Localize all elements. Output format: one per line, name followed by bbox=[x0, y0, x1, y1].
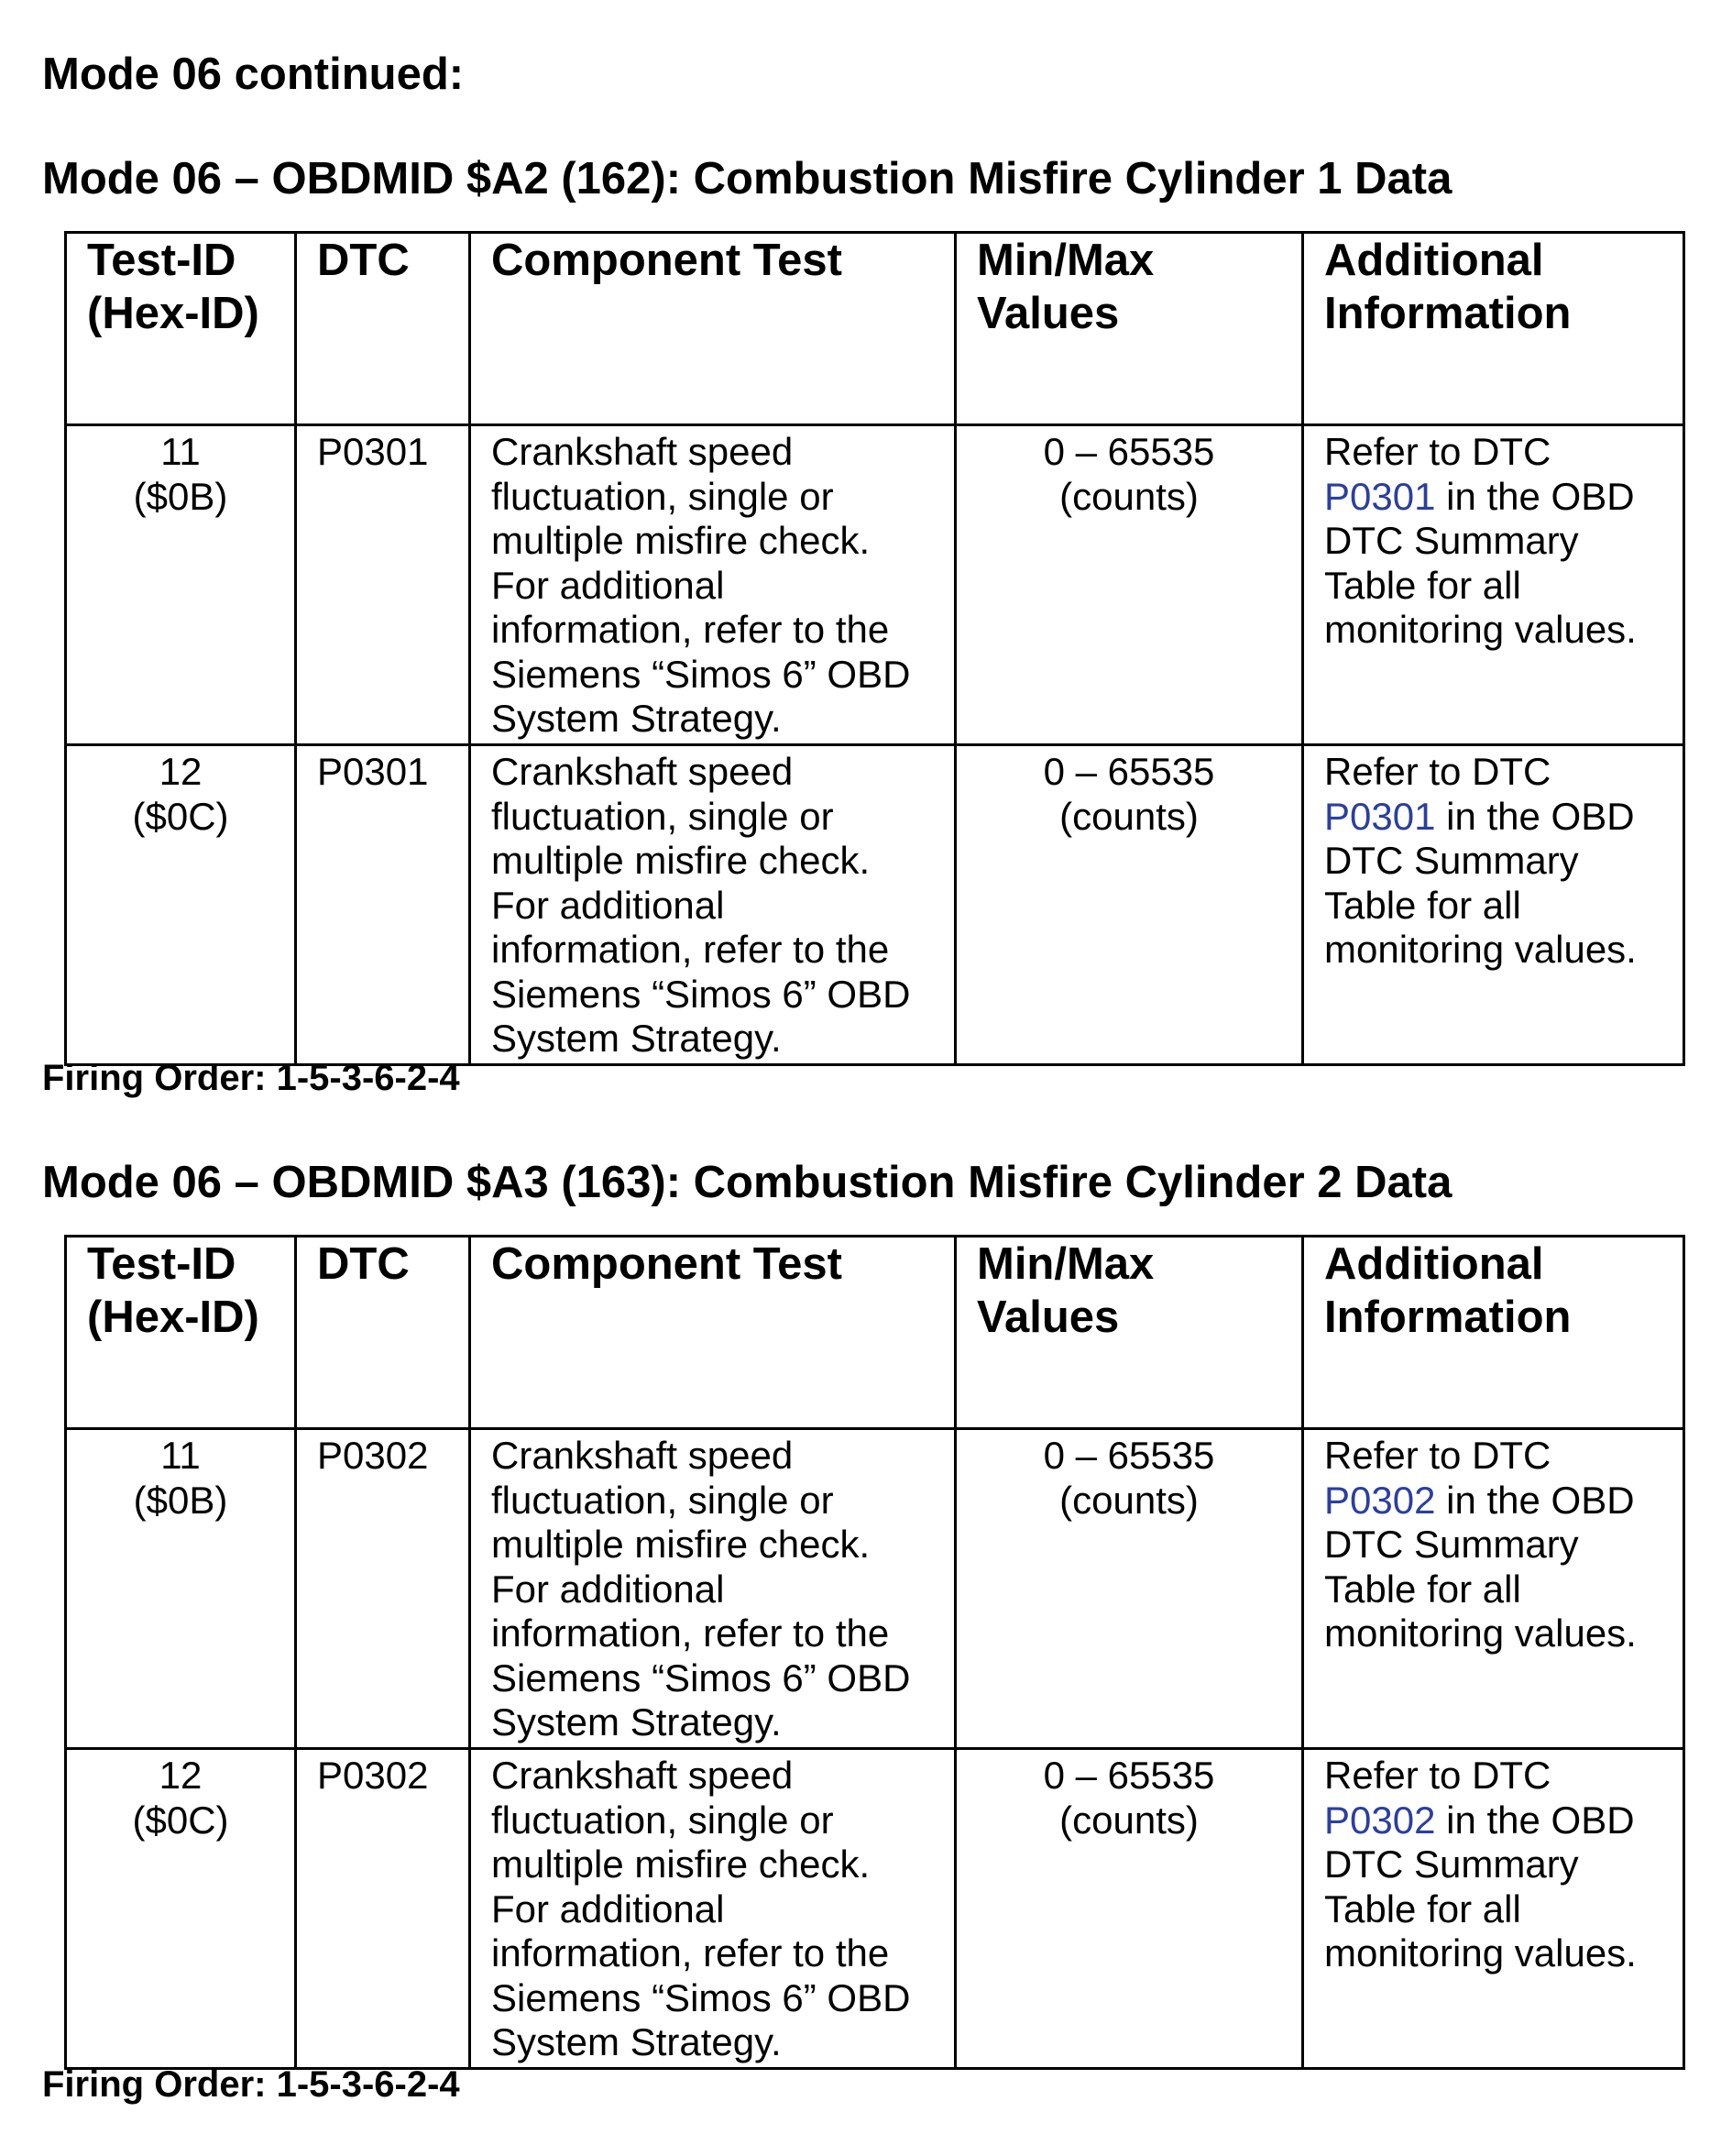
additional-info-cell: Refer to DTC P0301 in the OBD DTC Summary Table for all monitoring values. bbox=[1303, 745, 1684, 1065]
firing-order: Firing Order: 1-5-3-6-2-4 bbox=[42, 1058, 460, 1098]
header-dtc: DTC bbox=[296, 1237, 470, 1429]
dtc-cell: P0301 bbox=[296, 745, 470, 1065]
test-id-cell: 11 ($0B) bbox=[66, 425, 296, 745]
min-max-cell: 0 – 65535 (counts) bbox=[956, 745, 1303, 1065]
header-component-test: Component Test bbox=[470, 233, 956, 425]
component-test-cell: Crankshaft speed fluctuation, single or multiple misfire check. For additional information, refer to the Siemens “Simos 6” OBD System Strategy. bbox=[470, 745, 956, 1065]
table-header-row bbox=[66, 1237, 1684, 1429]
header-min-max: Min/Max Values bbox=[956, 233, 1303, 425]
test-id-cell: 11 ($0B) bbox=[66, 1429, 296, 1749]
component-test-cell: Crankshaft speed fluctuation, single or multiple misfire check. For additional information, refer to the Siemens “Simos 6” OBD System Strategy. bbox=[470, 1749, 956, 2069]
header-component-test: Component Test bbox=[470, 1237, 956, 1429]
component-test-cell: Crankshaft speed fluctuation, single or multiple misfire check. For additional information, refer to the Siemens “Simos 6” OBD System Strategy. bbox=[470, 425, 956, 745]
dtc-link[interactable]: P0302 bbox=[1324, 1478, 1436, 1522]
table-row bbox=[66, 1749, 1684, 2069]
min-max-cell: 0 – 65535 (counts) bbox=[956, 1429, 1303, 1749]
firing-order: Firing Order: 1-5-3-6-2-4 bbox=[42, 2064, 460, 2105]
dtc-cell: P0301 bbox=[296, 425, 470, 745]
header-test-id: Test-ID (Hex-ID) bbox=[66, 1237, 296, 1429]
header-additional-info: Additional Information bbox=[1303, 1237, 1684, 1429]
min-max-cell: 0 – 65535 (counts) bbox=[956, 1749, 1303, 2069]
dtc-link[interactable]: P0301 bbox=[1324, 474, 1436, 518]
test-id-cell: 12 ($0C) bbox=[66, 1749, 296, 2069]
dtc-link[interactable]: P0301 bbox=[1324, 794, 1436, 838]
component-test-cell: Crankshaft speed fluctuation, single or multiple misfire check. For additional information, refer to the Siemens “Simos 6” OBD System Strategy. bbox=[470, 1429, 956, 1749]
dtc-cell: P0302 bbox=[296, 1749, 470, 2069]
obdmid-table bbox=[64, 231, 1685, 1066]
additional-info-cell: Refer to DTC P0302 in the OBD DTC Summary Table for all monitoring values. bbox=[1303, 1749, 1684, 2069]
test-id-cell: 12 ($0C) bbox=[66, 745, 296, 1065]
table-header-row bbox=[66, 233, 1684, 425]
section-title: Mode 06 – OBDMID $A3 (163): Combustion Misfire Cylinder 2 Data bbox=[42, 1158, 1452, 1207]
table-row bbox=[66, 1429, 1684, 1749]
additional-info-cell: Refer to DTC P0302 in the OBD DTC Summary Table for all monitoring values. bbox=[1303, 1429, 1684, 1749]
additional-info-cell: Refer to DTC P0301 in the OBD DTC Summary Table for all monitoring values. bbox=[1303, 425, 1684, 745]
header-dtc: DTC bbox=[296, 233, 470, 425]
section-title: Mode 06 – OBDMID $A2 (162): Combustion Misfire Cylinder 1 Data bbox=[42, 154, 1452, 204]
table-row bbox=[66, 745, 1684, 1065]
dtc-cell: P0302 bbox=[296, 1429, 470, 1749]
header-test-id: Test-ID (Hex-ID) bbox=[66, 233, 296, 425]
dtc-link[interactable]: P0302 bbox=[1324, 1798, 1436, 1842]
table-row bbox=[66, 425, 1684, 745]
min-max-cell: 0 – 65535 (counts) bbox=[956, 425, 1303, 745]
obdmid-table bbox=[64, 1235, 1685, 2070]
page-heading: Mode 06 continued: bbox=[42, 50, 465, 99]
header-additional-info: Additional Information bbox=[1303, 233, 1684, 425]
header-min-max: Min/Max Values bbox=[956, 1237, 1303, 1429]
